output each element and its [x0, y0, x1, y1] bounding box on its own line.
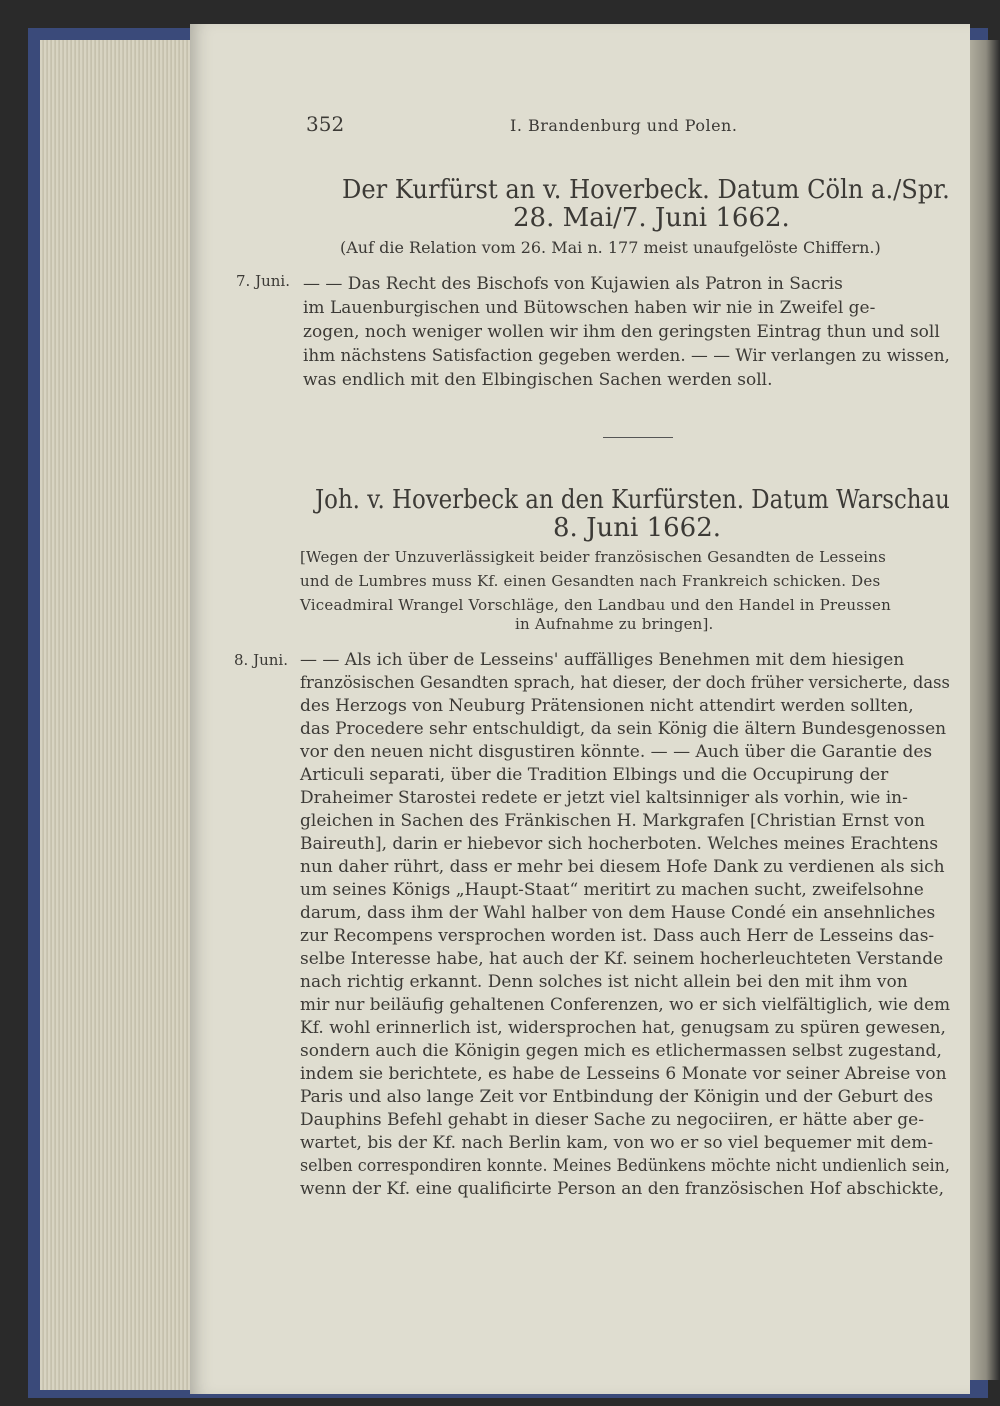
doc2-text-line: wenn der Kf. eine qualificirte Person an den französischen Hof abschickte, [300, 1179, 944, 1199]
doc2-note-line: in Aufnahme zu bringen]. [515, 615, 714, 633]
doc1-text-line: — — Das Recht des Bischofs von Kujawien als Patron in Sacris [303, 274, 843, 294]
doc2-text-line: um seines Königs „Haupt-Staat“ meritirt zu machen sucht, zweifelsohne [300, 880, 924, 900]
right-page-edge [965, 40, 1000, 1380]
doc1-heading-line2: 28. Mai/7. Juni 1662. [513, 203, 790, 233]
doc1-text-line: zogen, noch weniger wollen wir ihm den geringsten Eintrag thun und soll [303, 322, 940, 342]
doc1-margin-date: 7. Juni. [236, 272, 290, 290]
doc2-text-line: selben correspondiren konnte. Meines Bedünkens möchte nicht undienlich sein, [300, 1156, 950, 1176]
doc2-text-line: mir nur beiläufig gehaltenen Conferenzen, wo er sich vielfältiglich, wie dem [300, 995, 951, 1015]
doc2-text-line: selbe Interesse habe, hat auch der Kf. seinem hocherleuchteten Verstande [300, 949, 944, 969]
doc2-text-line: darum, dass ihm der Wahl halber von dem Hause Condé ein ansehnliches [300, 903, 936, 923]
doc2-text-line: Paris und also lange Zeit vor Entbindung der Königin und der Geburt des [300, 1087, 934, 1107]
doc2-note-line: Viceadmiral Wrangel Vorschläge, den Landbau und den Handel in Preussen [300, 596, 891, 614]
doc2-text-line: Articuli separati, über die Tradition Elbings und die Occupirung der [300, 765, 889, 785]
doc2-text-line: nach richtig erkannt. Denn solches ist nicht allein bei den mit ihm von [300, 972, 908, 992]
section-divider [603, 437, 673, 438]
doc2-text-line: Dauphins Befehl gehabt in dieser Sache zu negociiren, er hätte aber ge- [300, 1110, 924, 1130]
doc2-text-line: Draheimer Starostei redete er jetzt viel kaltsinniger als vorhin, wie in- [300, 788, 908, 808]
doc2-text-line: zur Recompens versprochen worden ist. Dass auch Herr de Lesseins das- [300, 926, 935, 946]
doc1-text-line: was endlich mit den Elbingischen Sachen werden soll. [303, 370, 773, 390]
doc2-text-line: nun daher rührt, dass er mehr bei diesem Hofe Dank zu verdienen als sich [300, 857, 945, 877]
doc1-heading-line1: Der Kurfürst an v. Hoverbeck. Datum Cöln a./Spr. [342, 175, 950, 205]
doc1-text-line: im Lauenburgischen und Bütowschen haben wir nie in Zweifel ge- [303, 298, 876, 318]
running-head: I. Brandenburg und Polen. [510, 116, 738, 135]
doc2-heading-line1: Joh. v. Hoverbeck an den Kurfürsten. Datum Warschau [315, 485, 950, 515]
doc1-note: (Auf die Relation vom 26. Mai n. 177 meist unaufgelöste Chiffern.) [340, 238, 881, 257]
doc2-text-line: das Procedere sehr entschuldigt, da sein König die ältern Bundesgenossen [300, 719, 947, 739]
page-edges [40, 40, 200, 1390]
doc2-text-line: Baireuth], darin er hiebevor sich hocherboten. Welches meines Erachtens [300, 834, 939, 854]
doc2-text-line: indem sie berichtete, es habe de Lesseins 6 Monate vor seiner Abreise von [300, 1064, 947, 1084]
doc2-margin-date: 8. Juni. [234, 651, 288, 669]
doc2-text-line: des Herzogs von Neuburg Prätensionen nicht attendirt werden sollten, [300, 696, 914, 716]
doc2-note-line: [Wegen der Unzuverlässigkeit beider französischen Gesandten de Lesseins [300, 548, 887, 566]
doc2-heading-line2: 8. Juni 1662. [553, 513, 721, 543]
doc2-text-line: französischen Gesandten sprach, hat dieser, der doch früher versicherte, dass [300, 673, 950, 693]
page-number: 352 [306, 112, 345, 136]
doc2-text-line: Kf. wohl erinnerlich ist, widersprochen hat, genugsam zu spüren gewesen, [300, 1018, 946, 1038]
doc2-text-line: gleichen in Sachen des Fränkischen H. Markgrafen [Christian Ernst von [300, 811, 925, 831]
doc1-text-line: ihm nächstens Satisfaction gegeben werden. — — Wir verlangen zu wissen, [303, 346, 950, 366]
doc2-note-line: und de Lumbres muss Kf. einen Gesandten nach Frankreich schicken. Des [300, 572, 881, 590]
doc2-text-line: — — Als ich über de Lesseins' auffälliges Benehmen mit dem hiesigen [300, 650, 905, 670]
doc2-text-line: sondern auch die Königin gegen mich es etlichermassen selbst zugestand, [300, 1041, 942, 1061]
doc2-text-line: wartet, bis der Kf. nach Berlin kam, von wo er so viel bequemer mit dem- [300, 1133, 934, 1153]
doc2-text-line: vor den neuen nicht disgustiren könnte. — — Auch über die Garantie des [300, 742, 933, 762]
